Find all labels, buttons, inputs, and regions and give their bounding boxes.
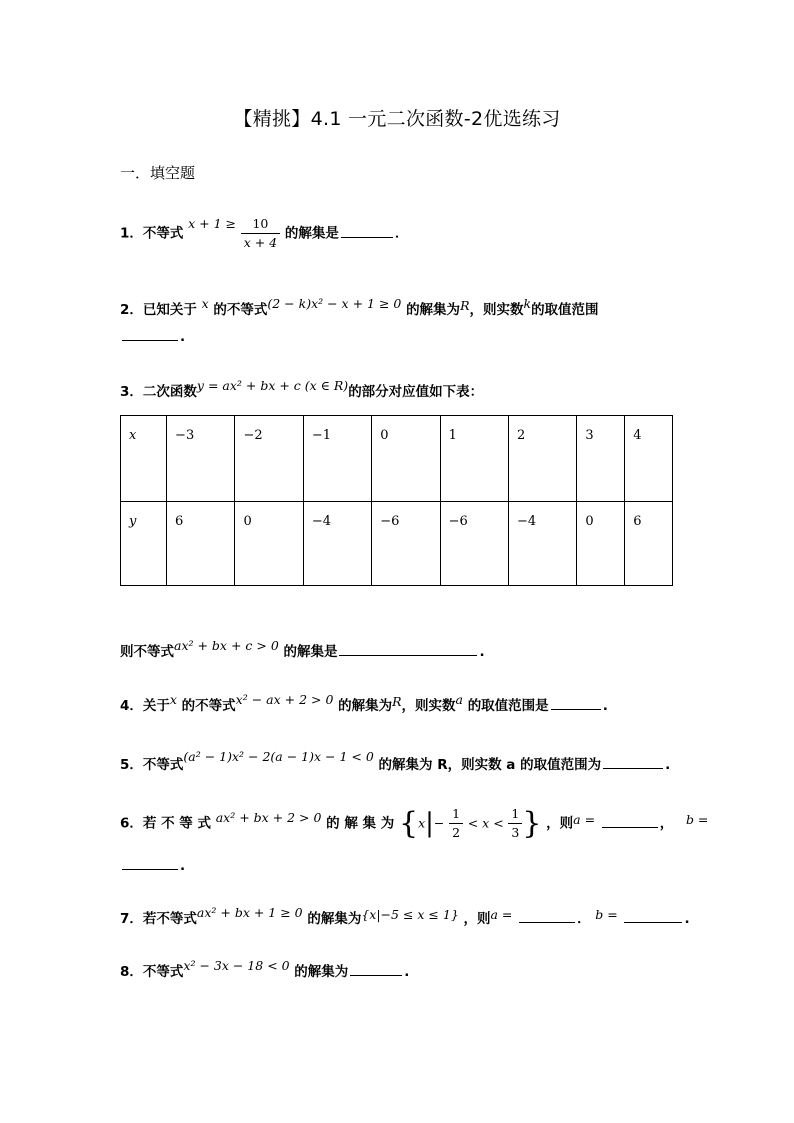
- q6-set-bar: |: [425, 808, 434, 839]
- q7-text-2: 的解集为: [307, 911, 362, 927]
- q6-var-a: a =: [573, 811, 596, 827]
- table-cell: −6: [372, 502, 440, 586]
- q2-end: .: [180, 329, 186, 345]
- q5-end: .: [665, 757, 671, 773]
- q5-answer-blank[interactable]: [603, 756, 663, 769]
- q4-answer-blank[interactable]: [551, 697, 601, 710]
- q6-set-var: x: [418, 815, 426, 831]
- q4-text-3: 的解集为: [338, 698, 393, 714]
- q5-text-2: 的解集为 R，则实数 a 的取值范围为: [378, 757, 602, 773]
- q4-end: .: [602, 698, 608, 714]
- q3-number: 3．: [120, 384, 143, 400]
- q8-end: .: [404, 964, 410, 980]
- table-cell-x-label: x: [121, 416, 167, 502]
- q7-text-3: ，则: [463, 911, 491, 927]
- q1-expr-left: x + 1 ≥: [188, 215, 236, 231]
- table-cell-y-label: y: [121, 502, 167, 586]
- q6-set-minus: −: [433, 815, 445, 831]
- q6-set-brace-close: }: [522, 806, 542, 841]
- q1-frac-numerator: 10: [241, 215, 280, 234]
- q6-frac-2-den: 3: [511, 825, 520, 840]
- question-3-followup: [120, 640, 485, 660]
- table-row-y: [121, 502, 673, 586]
- table-cell: −6: [440, 502, 508, 586]
- question-5: [120, 749, 671, 773]
- q6-number: 6．: [120, 815, 143, 832]
- q2-number: 2．: [120, 302, 143, 318]
- q6-text-4: ，: [659, 815, 674, 832]
- q4-text-2: 的不等式: [181, 698, 236, 714]
- q4-text-4: ，则实数: [401, 698, 456, 714]
- q7-end: .: [684, 911, 690, 927]
- q1-answer-blank[interactable]: [341, 225, 393, 238]
- table-row-x: [121, 416, 673, 502]
- page-title: 【精挑】4.1 一元二次函数-2优选练习: [233, 108, 561, 130]
- q7-number: 7．: [120, 911, 143, 927]
- q1-fraction: [241, 215, 280, 252]
- q8-number: 8．: [120, 964, 143, 980]
- table-cell: 6: [625, 502, 673, 586]
- question-7: [120, 907, 690, 927]
- table-cell: 0: [372, 416, 440, 502]
- q1-end: ．: [394, 225, 409, 242]
- table-cell: −4: [303, 502, 371, 586]
- q6-end: .: [180, 858, 186, 874]
- table-cell: −3: [167, 416, 235, 502]
- q3-expr: y = ax² + bx + c (x ∈ R): [196, 378, 349, 393]
- q2-text-5: 的取值范围: [531, 302, 599, 318]
- q1-number: 1．: [120, 225, 143, 242]
- q2-text-4: ，则实数: [469, 302, 524, 318]
- q6-text-3: ，则: [546, 815, 574, 832]
- q7-answer-blank-b[interactable]: [624, 910, 682, 923]
- question-3: [120, 380, 483, 400]
- q5-expr: (a² − 1)x² − 2(a − 1)x − 1 < 0: [183, 749, 374, 764]
- q6-frac-1: [449, 805, 463, 842]
- question-8: [120, 960, 409, 980]
- q3-answer-blank[interactable]: [339, 643, 477, 656]
- q7-var-a: a =: [490, 907, 513, 922]
- table-cell: 4: [625, 416, 673, 502]
- q3-text-1: 二次函数: [142, 384, 197, 400]
- table-cell: 0: [235, 502, 303, 586]
- q7-var-b: b =: [595, 907, 618, 922]
- q6-set-brace-open: {: [398, 806, 419, 841]
- q4-text-1: 关于: [142, 698, 170, 714]
- q7-text-4: ．: [577, 911, 591, 927]
- q7-answer-blank-a[interactable]: [519, 910, 575, 923]
- q6-text-1: 若 不 等 式: [142, 815, 212, 832]
- q6-set-mid: < x <: [467, 815, 504, 831]
- q3-text-3: 则不等式: [120, 644, 174, 660]
- q6-frac-2-num: 1: [508, 805, 522, 824]
- q4-var-x: x: [169, 692, 177, 707]
- q2-answer-blank[interactable]: [122, 328, 178, 341]
- table-cell: −1: [303, 416, 371, 502]
- q8-text-1: 不等式: [142, 964, 184, 980]
- q6-answer-blank-a[interactable]: [602, 815, 658, 828]
- q6-answer-blank-b[interactable]: [122, 857, 178, 870]
- q6-frac-1-den: 2: [452, 825, 461, 840]
- q4-text-5: 的取值范围是: [467, 698, 549, 714]
- q8-expr: x² − 3x − 18 < 0: [183, 958, 290, 973]
- q2-text-3: 的解集为: [406, 302, 461, 318]
- q4-expr: x² − ax + 2 > 0: [235, 692, 334, 707]
- table-cell: 3: [577, 416, 625, 502]
- q8-answer-blank[interactable]: [350, 963, 402, 976]
- table-cell: −4: [509, 502, 577, 586]
- q4-set-r: R: [392, 694, 402, 709]
- question-6-line2: [120, 857, 185, 874]
- q6-expr: ax² + bx + 2 > 0: [215, 809, 322, 825]
- table-cell: −2: [235, 416, 303, 502]
- section-heading: 一．填空题: [120, 164, 196, 182]
- q1-text-post: 的解集是: [284, 225, 339, 242]
- q2-set-r: R: [460, 298, 470, 313]
- question-2-line2: [120, 328, 185, 345]
- table-cell: 1: [440, 416, 508, 502]
- table-cell: 6: [167, 502, 235, 586]
- q2-text-1: 已知关于: [142, 302, 197, 318]
- q6-var-b: b =: [685, 811, 709, 827]
- q3-text-2: 的部分对应值如下表：: [348, 384, 484, 400]
- q7-text-1: 若不等式: [142, 911, 197, 927]
- q7-expr: ax² + bx + 1 ≥ 0: [196, 905, 303, 920]
- question-2: [120, 298, 599, 318]
- question-4: [120, 694, 608, 714]
- q2-var-k: k: [523, 296, 532, 311]
- value-table: [120, 415, 673, 586]
- q3-end: .: [479, 644, 485, 660]
- question-1: [120, 215, 408, 252]
- q2-var-x: x: [201, 296, 209, 311]
- q4-number: 4．: [120, 698, 143, 714]
- table-cell: 0: [577, 502, 625, 586]
- q2-expr: (2 − k)x² − x + 1 ≥ 0: [267, 296, 402, 311]
- question-6: [120, 805, 708, 842]
- q3-ineq: ax² + bx + c > 0: [174, 638, 279, 653]
- q5-text-1: 不等式: [142, 757, 184, 773]
- q1-text: 不等式: [142, 225, 184, 242]
- q3-text-4: 的解集是: [283, 644, 338, 660]
- q8-text-2: 的解集为: [294, 964, 349, 980]
- q1-frac-denominator: x + 4: [243, 235, 278, 250]
- q5-number: 5．: [120, 757, 143, 773]
- q4-var-a: a: [455, 692, 463, 707]
- q2-text-2: 的不等式: [213, 302, 268, 318]
- q6-text-2: 的 解 集 为: [326, 815, 395, 832]
- q6-frac-2: [508, 805, 522, 842]
- q7-set: {x|−5 ≤ x ≤ 1}: [361, 907, 459, 922]
- q6-frac-1-num: 1: [449, 805, 463, 824]
- table-cell: 2: [509, 416, 577, 502]
